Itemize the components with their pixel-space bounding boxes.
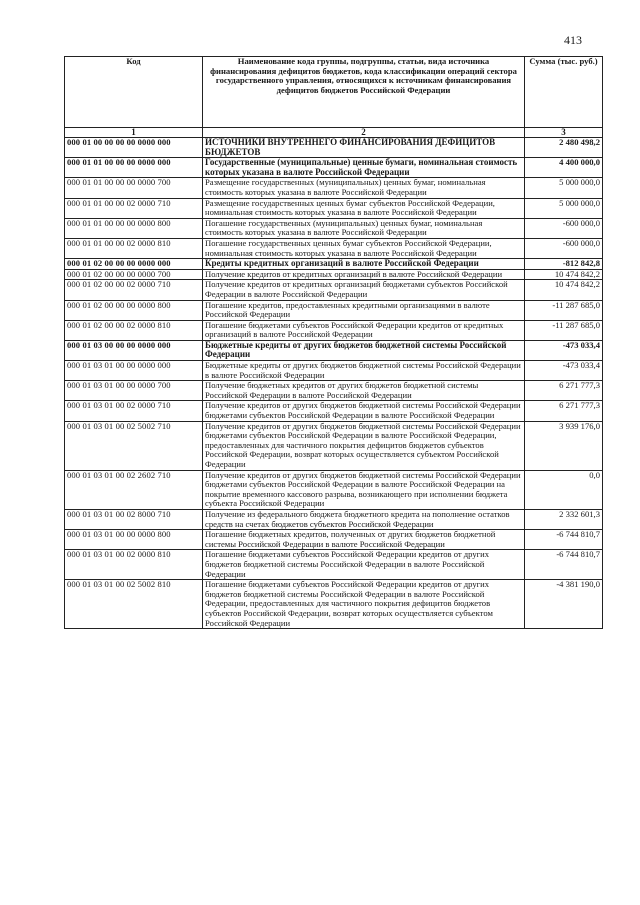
row-name: ИСТОЧНИКИ ВНУТРЕННЕГО ФИНАНСИРОВАНИЯ ДЕФИЦИТОВ БЮДЖЕТОВ bbox=[203, 138, 525, 158]
row-name: Государственные (муниципальные) ценные бумаги, номинальная стоимость которых указана в валюте Российской Федерации bbox=[203, 158, 525, 178]
row-sum: 3 939 176,0 bbox=[525, 421, 603, 470]
header-code: Код bbox=[65, 57, 203, 128]
row-name: Получение кредитов от других бюджетов бюджетной системы Российской Федерации бюджетами субъектов Российской Федерации в валюте Российской Федерации на покрытие временного кассового разрыва, возникающего при исполнении бюджета субъекта Российской Федерации bbox=[203, 470, 525, 509]
row-code: 000 01 03 01 00 02 0000 710 bbox=[65, 401, 203, 421]
row-name: Получение кредитов от других бюджетов бюджетной системы Российской Федерации бюджетами субъектов Российской Федерации в валюте Российской Федерации bbox=[203, 401, 525, 421]
table-row bbox=[65, 530, 603, 550]
row-sum: -600 000,0 bbox=[525, 218, 603, 238]
header-name: Наименование кода группы, подгруппы, статьи, вида источника финансирования дефицитов бюджетов, кода классификации операций сектора государственного управления, относящихся к источникам финансирования дефицитов бюджетов Российской Федерации bbox=[203, 57, 525, 128]
row-sum: -473 033,4 bbox=[525, 361, 603, 381]
row-name: Размещение государственных ценных бумаг субъектов Российской Федерации, номинальная стоимость которых указана в валюте Российской Федерации bbox=[203, 198, 525, 218]
budget-sources-table bbox=[64, 56, 603, 629]
row-code: 000 01 03 01 00 02 0000 810 bbox=[65, 550, 203, 580]
table-row bbox=[65, 238, 603, 258]
row-sum: -6 744 810,7 bbox=[525, 550, 603, 580]
table-row bbox=[65, 470, 603, 509]
row-sum: 10 474 842,2 bbox=[525, 280, 603, 300]
row-sum: -4 381 190,0 bbox=[525, 580, 603, 629]
row-name: Получение кредитов от кредитных организаций в валюте Российской Федерации bbox=[203, 269, 525, 280]
row-name: Погашение государственных (муниципальных) ценных бумаг, номинальная стоимость которых указана в валюте Российской Федерации bbox=[203, 218, 525, 238]
row-sum: 2 480 498,2 bbox=[525, 138, 603, 158]
row-name: Бюджетные кредиты от других бюджетов бюджетной системы Российской Федерации в валюте Российской Федерации bbox=[203, 361, 525, 381]
table-row bbox=[65, 158, 603, 178]
row-code: 000 01 00 00 00 00 0000 000 bbox=[65, 138, 203, 158]
row-sum: 10 474 842,2 bbox=[525, 269, 603, 280]
row-sum: 6 271 777,3 bbox=[525, 401, 603, 421]
table-row bbox=[65, 198, 603, 218]
table-row bbox=[65, 259, 603, 270]
column-number: 2 bbox=[203, 128, 525, 138]
row-name: Погашение государственных ценных бумаг субъектов Российской Федерации, номинальная стоимость которых указана в валюте Российской Федерации bbox=[203, 238, 525, 258]
row-code: 000 01 03 01 00 02 5002 810 bbox=[65, 580, 203, 629]
column-number: 1 bbox=[65, 128, 203, 138]
table-row bbox=[65, 580, 603, 629]
row-name: Погашение бюджетами субъектов Российской Федерации кредитов от кредитных организаций в валюте Российской Федерации bbox=[203, 320, 525, 340]
row-sum: 2 332 601,3 bbox=[525, 509, 603, 529]
table-row bbox=[65, 340, 603, 360]
page-number: 413 bbox=[564, 33, 582, 47]
table-header-row bbox=[65, 57, 603, 128]
row-code: 000 01 02 00 00 00 0000 700 bbox=[65, 269, 203, 280]
row-sum: 0,0 bbox=[525, 470, 603, 509]
row-name: Кредиты кредитных организаций в валюте Российской Федерации bbox=[203, 259, 525, 270]
row-code: 000 01 03 01 00 02 5002 710 bbox=[65, 421, 203, 470]
table-row bbox=[65, 269, 603, 280]
row-name: Погашение кредитов, предоставленных кредитными организациями в валюте Российской Федерации bbox=[203, 300, 525, 320]
row-code: 000 01 01 00 00 00 0000 000 bbox=[65, 158, 203, 178]
table-row bbox=[65, 401, 603, 421]
row-name: Погашение бюджетных кредитов, полученных от других бюджетов бюджетной системы Российской Федерации в валюте Российской Федерации bbox=[203, 530, 525, 550]
table-row bbox=[65, 550, 603, 580]
column-number-row bbox=[65, 128, 603, 138]
row-code: 000 01 01 00 00 02 0000 810 bbox=[65, 238, 203, 258]
row-code: 000 01 01 00 00 00 0000 700 bbox=[65, 178, 203, 198]
row-name: Получение кредитов от кредитных организаций бюджетами субъектов Российской Федерации в валюте Российской Федерации bbox=[203, 280, 525, 300]
row-sum: -600 000,0 bbox=[525, 238, 603, 258]
table-row bbox=[65, 361, 603, 381]
row-code: 000 01 02 00 00 02 0000 810 bbox=[65, 320, 203, 340]
row-sum: -473 033,4 bbox=[525, 340, 603, 360]
row-sum: 5 000 000,0 bbox=[525, 198, 603, 218]
row-code: 000 01 02 00 00 02 0000 710 bbox=[65, 280, 203, 300]
table-row bbox=[65, 381, 603, 401]
table-row bbox=[65, 320, 603, 340]
row-code: 000 01 03 01 00 00 0000 700 bbox=[65, 381, 203, 401]
row-name: Получение кредитов от других бюджетов бюджетной системы Российской Федерации бюджетами субъектов Российской Федерации в валюте Российской Федерации, предоставленных для частичного покрытия дефицитов бюджетов субъектов Российской Федерации, возврат которых осуществляется субъектом Российской Федерации bbox=[203, 421, 525, 470]
row-code: 000 01 02 00 00 00 0000 000 bbox=[65, 259, 203, 270]
table-body bbox=[65, 138, 603, 629]
row-sum: -812 842,8 bbox=[525, 259, 603, 270]
table-row bbox=[65, 509, 603, 529]
row-code: 000 01 02 00 00 00 0000 800 bbox=[65, 300, 203, 320]
row-name: Размещение государственных (муниципальных) ценных бумаг, номинальная стоимость которых указана в валюте Российской Федерации bbox=[203, 178, 525, 198]
row-sum: 4 400 000,0 bbox=[525, 158, 603, 178]
table-row bbox=[65, 178, 603, 198]
row-sum: -11 287 685,0 bbox=[525, 320, 603, 340]
row-sum: 5 000 000,0 bbox=[525, 178, 603, 198]
row-code: 000 01 03 01 00 02 2602 710 bbox=[65, 470, 203, 509]
column-number: 3 bbox=[525, 128, 603, 138]
row-sum: -6 744 810,7 bbox=[525, 530, 603, 550]
table-row bbox=[65, 280, 603, 300]
table-row bbox=[65, 138, 603, 158]
table-row bbox=[65, 218, 603, 238]
row-sum: -11 287 685,0 bbox=[525, 300, 603, 320]
row-name: Бюджетные кредиты от других бюджетов бюджетной системы Российской Федерации bbox=[203, 340, 525, 360]
row-name: Получение бюджетных кредитов от других бюджетов бюджетной системы Российской Федерации в валюте Российской Федерации bbox=[203, 381, 525, 401]
row-name: Погашение бюджетами субъектов Российской Федерации кредитов от других бюджетов бюджетной системы Российской Федерации в валюте Российской Федерации bbox=[203, 550, 525, 580]
row-code: 000 01 01 00 00 02 0000 710 bbox=[65, 198, 203, 218]
row-name: Погашение бюджетами субъектов Российской Федерации кредитов от других бюджетов бюджетной системы Российской Федерации в валюте Российской Федерации, предоставленных для частичного покрытия дефицитов бюджетов субъектов Российской Федерации, возврат которых осуществляется субъектом Российской Федерации bbox=[203, 580, 525, 629]
row-code: 000 01 03 01 00 00 0000 000 bbox=[65, 361, 203, 381]
row-code: 000 01 01 00 00 00 0000 800 bbox=[65, 218, 203, 238]
row-code: 000 01 03 01 00 02 8000 710 bbox=[65, 509, 203, 529]
header-sum: Сумма (тыс. руб.) bbox=[525, 57, 603, 128]
row-sum: 6 271 777,3 bbox=[525, 381, 603, 401]
row-code: 000 01 03 01 00 00 0000 800 bbox=[65, 530, 203, 550]
row-name: Получение из федерального бюджета бюджетного кредита на пополнение остатков средств на счетах бюджетов субъектов Российской Федерации bbox=[203, 509, 525, 529]
table-row bbox=[65, 300, 603, 320]
table-row bbox=[65, 421, 603, 470]
row-code: 000 01 03 00 00 00 0000 000 bbox=[65, 340, 203, 360]
